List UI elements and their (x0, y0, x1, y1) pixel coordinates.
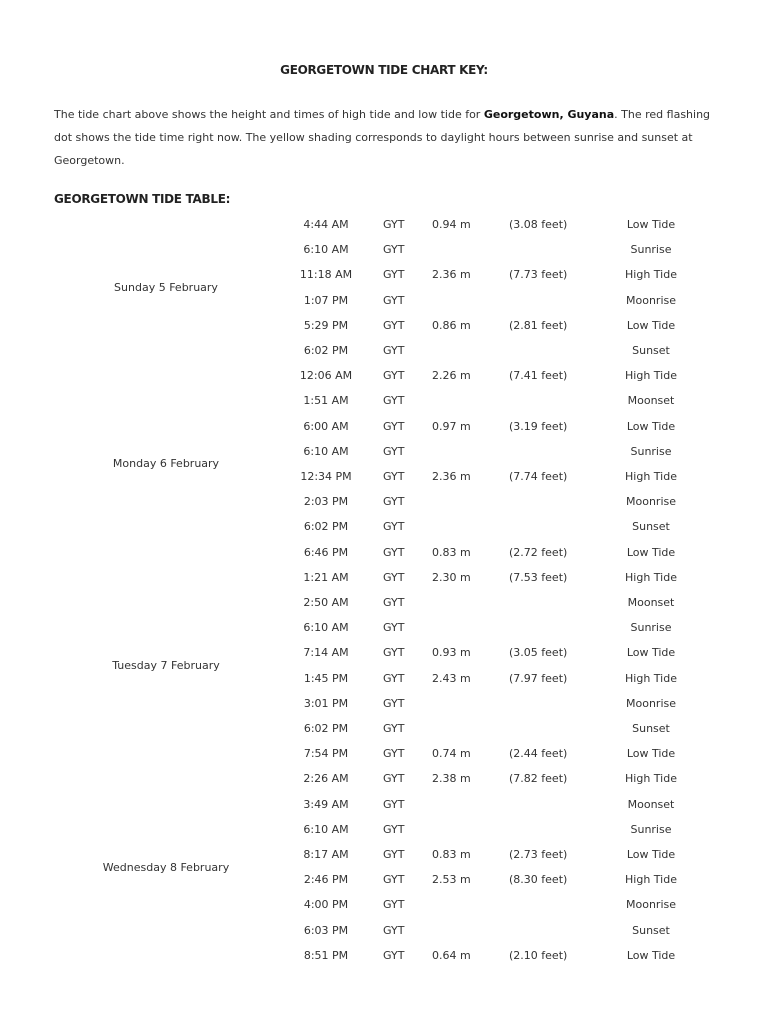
tide-event: High Tide (625, 873, 677, 887)
tide-time: 5:29 PM (303, 318, 349, 332)
table-row (0, 363, 768, 388)
tide-timezone: GYT (383, 873, 405, 887)
tide-height-m: 2.38 m (432, 772, 471, 786)
tide-event: Low Tide (626, 747, 676, 761)
tide-event: High Tide (625, 470, 677, 483)
tide-height-ft: (2.81 feet) (509, 318, 568, 332)
tide-height-ft: (7.53 feet) (509, 570, 568, 584)
tide-event: Low Tide (626, 948, 676, 962)
tide-timezone: GYT (383, 848, 405, 861)
tide-height-m: 2.36 m (432, 470, 471, 483)
tide-height-m: 2.43 m (432, 671, 471, 685)
tide-height-m: 0.74 m (432, 747, 471, 761)
tide-event: Moonrise (626, 293, 676, 307)
tide-event: Sunset (632, 344, 670, 357)
tide-time: 11:18 AM (299, 268, 353, 282)
tide-time: 6:03 PM (303, 923, 349, 937)
tide-time: 6:10 AM (303, 621, 349, 635)
tide-event: High Tide (625, 772, 677, 786)
tide-timezone: GYT (383, 822, 405, 836)
table-row (0, 943, 768, 968)
tide-chart-key-description (54, 103, 726, 172)
tide-time: 6:02 PM (303, 344, 349, 357)
key-location: Georgetown, Guyana (483, 108, 615, 121)
tide-height-ft: (3.05 feet) (509, 646, 568, 660)
tide-timezone: GYT (383, 671, 405, 685)
table-row (0, 338, 768, 363)
tide-timezone: GYT (383, 747, 405, 761)
tide-height-ft: (3.08 feet) (509, 218, 568, 231)
tide-timezone: GYT (383, 520, 405, 534)
tide-time: 12:06 AM (299, 369, 353, 383)
tide-timezone: GYT (383, 621, 405, 635)
tide-timezone: GYT (383, 268, 405, 282)
tide-timezone: GYT (383, 243, 405, 257)
tide-event: Low Tide (626, 848, 676, 861)
day-label: Monday 6 February (112, 457, 220, 471)
tide-height-ft: (8.30 feet) (509, 873, 568, 887)
table-row (0, 313, 768, 338)
table-row (0, 212, 768, 237)
tide-timezone: GYT (383, 470, 405, 483)
table-row (0, 237, 768, 262)
tide-timezone: GYT (383, 218, 405, 231)
table-row (0, 792, 768, 817)
tide-timezone: GYT (383, 797, 405, 811)
table-row (0, 691, 768, 716)
table-row (0, 918, 768, 943)
tide-time: 6:02 PM (303, 722, 349, 735)
day-label: Tuesday 7 February (112, 659, 220, 672)
tide-timezone: GYT (383, 646, 405, 660)
tide-event: Low Tide (626, 419, 676, 433)
tide-time: 2:03 PM (303, 495, 349, 509)
tide-time: 6:46 PM (303, 545, 349, 559)
tide-time: 1:21 AM (303, 570, 349, 584)
key-text-after: . The red flashing dot shows the tide time right now. The yellow shading corresponds to daylight hours between sunrise and sunset at Georgetown. (54, 108, 711, 167)
tide-time: 1:45 PM (303, 671, 349, 685)
tide-height-ft: (7.73 feet) (509, 268, 568, 282)
tide-event: Low Tide (626, 218, 676, 231)
tide-height-ft: (2.10 feet) (509, 948, 568, 962)
tide-timezone: GYT (383, 394, 405, 408)
tide-height-ft: (7.74 feet) (509, 470, 568, 483)
table-row (0, 716, 768, 741)
tide-event: High Tide (625, 268, 677, 282)
tide-height-ft: (7.97 feet) (509, 671, 568, 685)
tide-time: 6:10 AM (303, 822, 349, 836)
table-row (0, 766, 768, 791)
tide-event: High Tide (625, 671, 677, 685)
tide-event: Moonrise (626, 696, 676, 710)
tide-event: Moonrise (626, 898, 676, 912)
tide-height-m: 2.53 m (432, 873, 471, 887)
tide-event: Low Tide (626, 318, 676, 332)
tide-time: 3:01 PM (303, 696, 349, 710)
table-row (0, 388, 768, 413)
tide-height-m: 2.30 m (432, 570, 471, 584)
tide-time: 2:46 PM (303, 873, 349, 887)
tide-timezone: GYT (383, 722, 405, 735)
tide-time: 1:07 PM (303, 293, 349, 307)
tide-height-ft: (2.44 feet) (509, 747, 568, 761)
tide-time: 2:26 AM (303, 772, 349, 786)
tide-event: Sunrise (630, 444, 672, 458)
tide-event: Moonset (627, 394, 675, 408)
tide-height-m: 0.94 m (432, 218, 471, 231)
tide-event: Sunset (632, 722, 670, 735)
table-row (0, 590, 768, 615)
tide-timezone: GYT (383, 369, 405, 383)
tide-event: Moonset (627, 797, 675, 811)
tide-height-ft: (2.72 feet) (509, 545, 568, 559)
tide-event: High Tide (625, 369, 677, 383)
table-row (0, 540, 768, 565)
tide-time: 12:34 PM (300, 470, 352, 483)
tide-height-m: 0.93 m (432, 646, 471, 660)
tide-time: 6:10 AM (303, 444, 349, 458)
tide-timezone: GYT (383, 696, 405, 710)
tide-time: 4:00 PM (303, 898, 349, 912)
table-row (0, 414, 768, 439)
tide-height-ft: (7.41 feet) (509, 369, 568, 383)
tide-time: 7:14 AM (303, 646, 349, 660)
tide-timezone: GYT (383, 923, 405, 937)
table-row (0, 741, 768, 766)
tide-height-ft: (7.82 feet) (509, 772, 568, 786)
tide-timezone: GYT (383, 318, 405, 332)
tide-timezone: GYT (383, 772, 405, 786)
tide-height-m: 0.97 m (432, 419, 471, 433)
tide-height-m: 2.26 m (432, 369, 471, 383)
tide-event: Sunset (632, 520, 670, 534)
tide-time: 6:00 AM (303, 419, 349, 433)
table-row (0, 565, 768, 590)
key-text-before: The tide chart above shows the height and times of high tide and low tide for (54, 108, 484, 121)
tide-event: Sunset (632, 923, 670, 937)
day-label: Sunday 5 February (114, 281, 218, 294)
table-row (0, 615, 768, 640)
tide-height-ft: (3.19 feet) (509, 419, 568, 433)
tide-event: Low Tide (626, 545, 676, 559)
tide-time: 4:44 AM (303, 218, 349, 231)
tide-event: Sunrise (630, 243, 672, 257)
tide-timezone: GYT (383, 596, 405, 609)
tide-time: 2:50 AM (303, 596, 349, 609)
tide-height-m: 0.64 m (432, 948, 471, 962)
tide-height-m: 2.36 m (432, 268, 471, 282)
tide-timezone: GYT (383, 293, 405, 307)
tide-timezone: GYT (383, 545, 405, 559)
tide-timezone: GYT (383, 444, 405, 458)
tide-timezone: GYT (383, 495, 405, 509)
tide-timezone: GYT (383, 570, 405, 584)
tide-timezone: GYT (383, 948, 405, 962)
tide-event: Moonrise (626, 495, 676, 509)
tide-time: 3:49 AM (303, 797, 349, 811)
tide-time: 6:10 AM (303, 243, 349, 257)
tide-time: 6:02 PM (303, 520, 349, 534)
tide-event: Moonset (627, 596, 675, 609)
table-row (0, 817, 768, 842)
tide-time: 8:51 PM (303, 948, 349, 962)
tide-height-m: 0.83 m (432, 848, 471, 861)
tide-height-m: 0.83 m (432, 545, 471, 559)
tide-time: 8:17 AM (303, 848, 349, 861)
tide-timezone: GYT (383, 898, 405, 912)
day-label: Wednesday 8 February (102, 860, 230, 874)
tide-height-m: 0.86 m (432, 318, 471, 332)
tide-timezone: GYT (383, 344, 405, 357)
tide-height-ft: (2.73 feet) (509, 848, 568, 861)
table-row (0, 892, 768, 917)
tide-table-heading: GEORGETOWN TIDE TABLE: (54, 192, 231, 206)
table-row (0, 514, 768, 539)
tide-time: 1:51 AM (303, 394, 349, 408)
tide-event: Sunrise (630, 822, 672, 836)
tide-event: Low Tide (626, 646, 676, 660)
tide-chart-key-heading: GEORGETOWN TIDE CHART KEY: (280, 63, 488, 77)
tide-event: Sunrise (630, 621, 672, 635)
tide-time: 7:54 PM (303, 747, 349, 761)
tide-event: High Tide (625, 570, 677, 584)
table-row (0, 489, 768, 514)
tide-timezone: GYT (383, 419, 405, 433)
